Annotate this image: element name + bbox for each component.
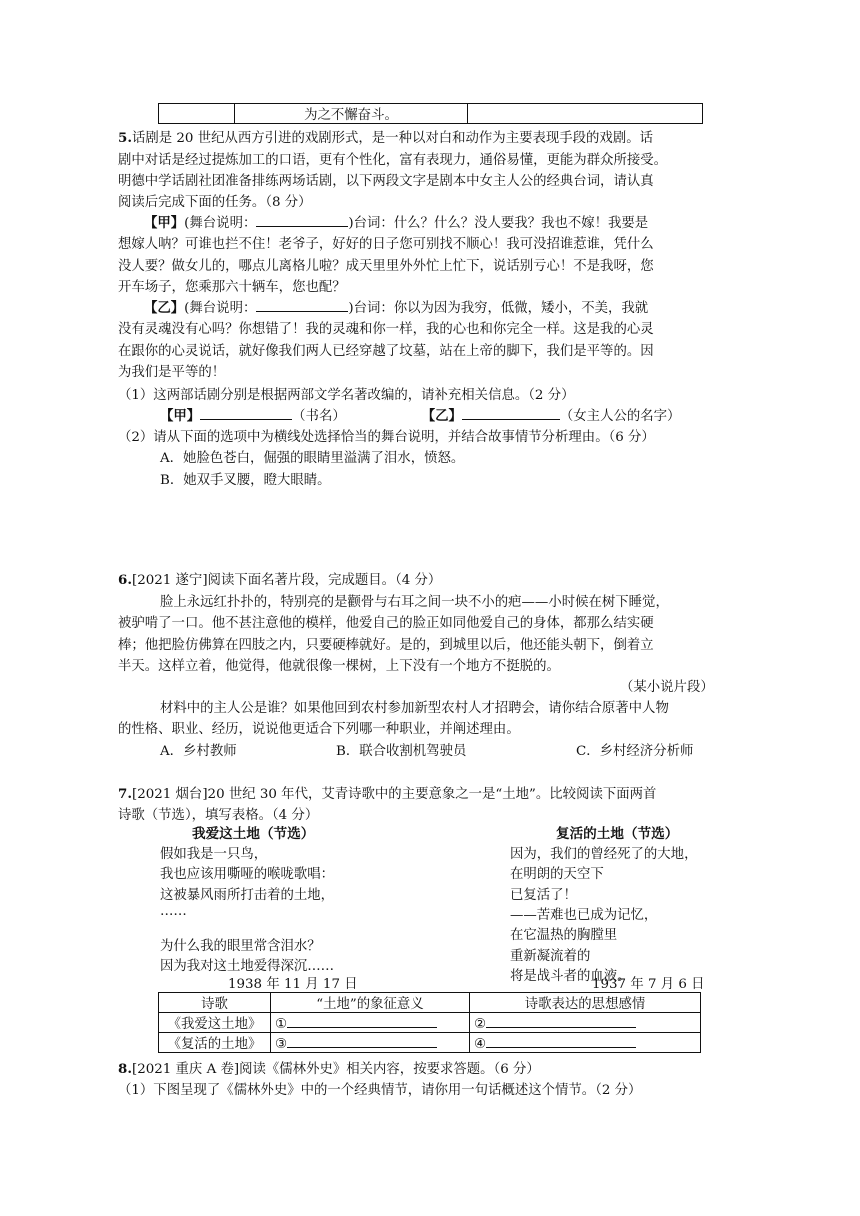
q5-sub1-answers xyxy=(160,405,680,424)
q8-head xyxy=(118,1058,540,1077)
q5-heroine-name-blank[interactable] xyxy=(462,405,560,420)
q5-yi-suffix: )台词：你以为因为我穷，低微，矮小，不美，我就 xyxy=(348,301,649,316)
q6-option-b: B．联合收割机驾驶员 xyxy=(336,744,467,759)
table-row-1-feeling[interactable] xyxy=(470,1013,701,1033)
poem-comparison-table xyxy=(158,992,701,1053)
poem-2-line-6: 重新凝流着的 xyxy=(510,949,591,964)
q6-head xyxy=(118,569,441,588)
q5-sub1-yi-note: （女主人公的名字） xyxy=(559,409,681,424)
top-table xyxy=(158,103,703,124)
poem-2-title: 复活的土地（节选） xyxy=(556,826,679,842)
blank-marker-4: ④ xyxy=(474,1036,487,1052)
table-row-2-poem: 《复活的土地》 xyxy=(159,1033,271,1053)
table-row xyxy=(159,1033,701,1053)
q5-line-1 xyxy=(118,127,653,146)
q5-yi-tag: 【乙】 xyxy=(144,300,185,316)
table-header-feeling: 诗歌表达的思想感情 xyxy=(470,993,701,1013)
top-table-cell-2: 为之不懈奋斗。 xyxy=(235,104,468,124)
answer-blank-3[interactable] xyxy=(287,1034,437,1048)
q5-line-1-text: 话剧是 20 世纪从西方引进的戏剧形式，是一种以对白和动作为主要表现手段的戏剧。话 xyxy=(131,131,653,146)
poem-1-line-1: 假如我是一只鸟， xyxy=(160,847,268,862)
table-row-1-symbol[interactable] xyxy=(271,1013,470,1033)
q8-sub1: （1）下图呈现了《儒林外史》中的一个经典情节，请你用一句话概述这个情节。（2 分） xyxy=(118,1083,642,1098)
poem-2-line-5: 在它温热的胸膛里 xyxy=(510,928,618,943)
q6-number: 6. xyxy=(118,572,132,588)
table-row xyxy=(159,1013,701,1033)
q5-number: 5. xyxy=(118,130,132,146)
q7-head-line-1 xyxy=(118,783,656,802)
poem-1-line-2: 我也应该用嘶哑的喉咙歌唱： xyxy=(160,867,335,882)
blank-marker-3: ③ xyxy=(275,1036,288,1052)
poem-1-line-6: 因为我对这土地爱得深沉…… xyxy=(160,959,335,974)
blank-marker-2: ② xyxy=(474,1016,487,1032)
q5-jia-stage-blank[interactable] xyxy=(256,212,348,227)
blank-marker-1: ① xyxy=(275,1016,288,1032)
q6-passage-line-3: 棒；他把脸仿佛算在四肢之内，只要硬棒就好。是的，到城里以后，他还能头朝下，倒着立 xyxy=(118,638,654,653)
q6-source: （某小说片段） xyxy=(620,680,714,695)
answer-blank-2[interactable] xyxy=(486,1014,636,1028)
q7-head-1-text: [2021 烟台]20 世纪 30 年代，艾青诗歌中的主要意象之一是“土地”。比较阅读下面两首 xyxy=(131,787,657,802)
poem-2-line-4: ——苦难也已成为记忆， xyxy=(510,908,658,923)
table-header-row xyxy=(159,993,701,1013)
q5-option-a: A．她脸色苍白，倔强的眼睛里溢满了泪水，愤怒。 xyxy=(160,451,465,466)
poem-2-line-3: 已复活了！ xyxy=(510,888,577,903)
q5-line-2: 剧中对话是经过提炼加工的口语，更有个性化，富有表现力，通俗易懂，更能为群众所接受。 xyxy=(118,153,668,168)
poem-2-line-2: 在明朗的天空下 xyxy=(510,867,604,882)
q6-head-text: [2021 遂宁]阅读下面名著片段，完成题目。（4 分） xyxy=(131,573,442,588)
q5-yi-line-4: 为我们是平等的！ xyxy=(118,365,226,380)
table-row-1-poem: 《我爱这土地》 xyxy=(159,1013,271,1033)
poem-2-line-7: 将是战斗者的血液。 xyxy=(510,969,631,984)
q6-option-c: C．乡村经济分析师 xyxy=(576,744,694,759)
q5-line-3: 明德中学话剧社团准备排练两场话剧，以下两段文字是剧本中女主人公的经典台词，请认真 xyxy=(118,174,654,189)
poem-1-line-3: 这被暴风雨所打击着的土地， xyxy=(160,888,335,903)
q7-number: 7. xyxy=(118,786,132,802)
q6-passage-line-4: 半天。这样立着，他觉得，他就很像一棵树，上下没有一个地方不挺脱的。 xyxy=(118,659,560,674)
poem-1-title: 我爱这土地（节选） xyxy=(192,826,315,842)
q8-head-text: [2021 重庆 A 卷]阅读《儒林外史》相关内容，按要求答题。（6 分） xyxy=(131,1062,540,1077)
q8-number: 8. xyxy=(118,1061,132,1077)
q5-jia-line-2: 想嫁人呐？可谁也拦不住！老爷子，好好的日子您可别找不顺心！我可没招谁惹谁，凭什么 xyxy=(118,237,654,252)
q6-option-a: A．乡村教师 xyxy=(160,744,237,759)
q6-passage-line-1: 脸上永远红扑扑的，特别亮的是颧骨与右耳之间一块不小的疤——小时候在树下睡觉， xyxy=(160,595,669,610)
answer-blank-4[interactable] xyxy=(486,1034,636,1048)
q6-ask-line-1: 材料中的主人公是谁？如果他回到农村参加新型农村人才招聘会，请你结合原著中人物 xyxy=(160,701,669,716)
poem-1-line-5: 为什么我的眼里常含泪水？ xyxy=(160,939,321,954)
q5-option-b: B．她双手叉腰，瞪大眼睛。 xyxy=(160,473,331,488)
q5-sub2: （2）请从下面的选项中为横线处选择恰当的舞台说明，并结合故事情节分析理由。（6 分） xyxy=(118,430,655,445)
top-table-cell-1 xyxy=(159,104,235,124)
q5-book-name-blank[interactable] xyxy=(200,405,292,420)
table-header-symbol: “土地”的象征意义 xyxy=(271,993,470,1013)
poem-1-date: 1938 年 11 月 17 日 xyxy=(228,977,358,992)
poem-2-date: 1937 年 7 月 6 日 xyxy=(592,977,705,992)
q5-line-4: 阅读后完成下面的任务。（8 分） xyxy=(118,195,312,210)
q5-jia-tag: 【甲】 xyxy=(144,215,185,231)
table-row-2-symbol[interactable] xyxy=(271,1033,470,1053)
answer-blank-1[interactable] xyxy=(287,1014,437,1028)
table-header-poem: 诗歌 xyxy=(159,993,271,1013)
q5-sub1-jia-tag: 【甲】 xyxy=(160,408,201,424)
table-row-2-feeling[interactable] xyxy=(470,1033,701,1053)
q5-sub1-yi-tag: 【乙】 xyxy=(421,408,462,424)
q7-head-line-2: 诗歌（节选），填写表格。（4 分） xyxy=(118,808,319,823)
q5-sub1: （1）这两部话剧分别是根据两部文学名著改编的，请补充相关信息。（2 分） xyxy=(118,388,575,403)
q5-sub1-jia-note: （书名） xyxy=(292,409,346,424)
q5-jia-suffix: )台词：什么？什么？没人要我？我也不嫁！我要是 xyxy=(348,216,649,231)
q6-ask-line-2: 的性格、职业、经历，说说他更适合下列哪一种职业，并阐述理由。 xyxy=(118,722,520,737)
q6-passage-line-2: 被驴啃了一口。他不甚注意他的模样，他爱自己的脸正如同他爱自己的身体，都那么结实硬 xyxy=(118,616,654,631)
q5-yi-prefix: (舞台说明： xyxy=(184,301,257,316)
poem-2-line-1: 因为，我们的曾经死了的大地， xyxy=(510,847,698,862)
q5-jia-prefix: (舞台说明： xyxy=(184,216,257,231)
q5-jia-line-3: 没人要？做女儿的，哪点儿离格儿啦？成天里里外外忙上忙下，说话别亏心！不是我呀，您 xyxy=(118,259,654,274)
q5-yi-line-2: 没有灵魂没有心吗？你想错了！我的灵魂和你一样，我的心也和你完全一样。这是我的心灵 xyxy=(118,322,654,337)
top-table-cell-3 xyxy=(468,104,703,124)
poem-1-line-4: …… xyxy=(160,904,187,919)
q5-yi-stage-blank[interactable] xyxy=(256,297,348,312)
q5-jia-line-4: 开车场子，您乘那六十辆车，您也配？ xyxy=(118,280,346,295)
q5-jia-line-1 xyxy=(144,212,648,231)
q5-yi-line-3: 在跟你的心灵说话，就好像我们两人已经穿越了坟墓，站在上帝的脚下，我们是平等的。因 xyxy=(118,344,654,359)
q5-yi-line-1 xyxy=(144,297,648,316)
